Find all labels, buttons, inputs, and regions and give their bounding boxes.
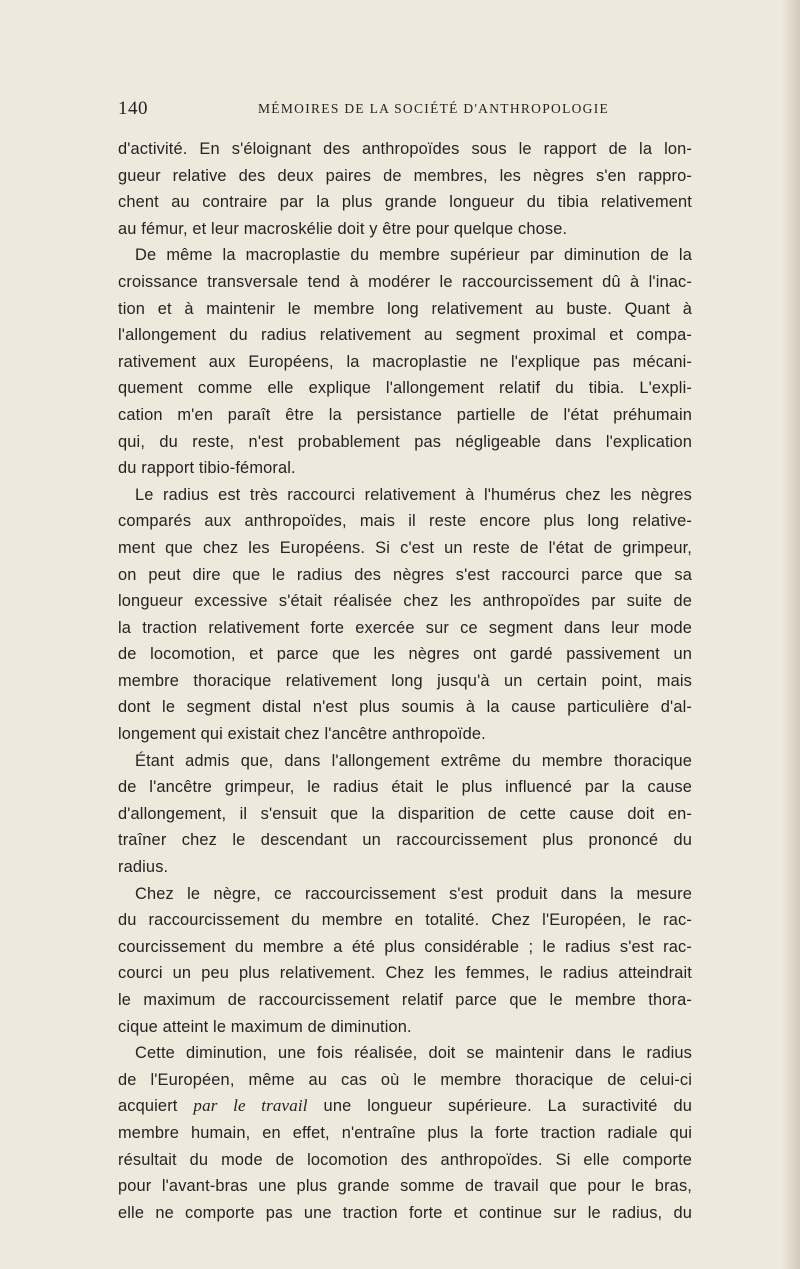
body-text xyxy=(118,136,692,1226)
text-line: dont le segment distal n'est plus soumis à la cause particulière d'al- xyxy=(118,698,692,717)
text-line: longement qui existait chez l'ancêtre anthropoïde. xyxy=(118,725,486,744)
text-line: résultait du mode de locomotion des anthropoïdes. Si elle comporte xyxy=(118,1150,692,1169)
text-line: l'allongement du radius relativement au segment proximal et compa- xyxy=(118,326,692,345)
text-line: du rapport tibio-fémoral. xyxy=(118,459,296,478)
text-line: de l'ancêtre grimpeur, le radius était le plus influencé par la cause xyxy=(118,778,692,797)
text-line: tion et à maintenir le membre long relativement au buste. Quant à xyxy=(118,299,692,318)
text-fragment: acquiert xyxy=(118,1097,178,1116)
text-line: membre humain, en effet, n'entraîne plus la forte traction radiale qui xyxy=(118,1123,692,1142)
text-line: au fémur, et leur macroskélie doit y être pour quelque chose. xyxy=(118,219,568,238)
running-title: MÉMOIRES DE LA SOCIÉTÉ D'ANTHROPOLOGIE xyxy=(258,101,610,116)
text-fragment: une longueur supérieure. La suractivité du xyxy=(323,1097,692,1116)
text-line: cation m'en paraît être la persistance partielle de l'état préhumain xyxy=(118,405,692,424)
text-line: traîner chez le descendant un raccourcissement plus prononcé du xyxy=(118,831,692,850)
text-line: ment que chez les Européens. Si c'est un reste de l'état de grimpeur, xyxy=(118,538,692,557)
text-line: quement comme elle explique l'allongement relatif du tibia. L'expli- xyxy=(118,379,692,398)
text-line: courcissement du membre a été plus considérable ; le radius s'est rac- xyxy=(118,937,692,956)
text-line: du raccourcissement du membre en totalité. Chez l'Européen, le rac- xyxy=(118,911,692,930)
text-line: la traction relativement forte exercée sur ce segment dans leur mode xyxy=(118,618,692,637)
text-line: Le radius est très raccourci relativement à l'humérus chez les nègres xyxy=(135,485,692,504)
text-line: pour l'avant-bras une plus grande somme de travail que pour le bras, xyxy=(118,1177,692,1196)
text-line: rativement aux Européens, la macroplastie ne l'explique pas mécani- xyxy=(118,352,692,371)
page-header xyxy=(118,98,692,122)
text-line: Cette diminution, une fois réalisée, doit se maintenir dans le radius xyxy=(135,1044,692,1063)
text-line: de locomotion, et parce que les nègres ont gardé passivement un xyxy=(118,645,692,664)
text-line-with-italic xyxy=(118,1093,692,1120)
text-line: d'allongement, il s'ensuit que la disparition de cette cause doit en- xyxy=(118,804,692,823)
text-line: de l'Européen, même au cas où le membre thoracique de celui-ci xyxy=(118,1070,692,1089)
italic-phrase: par le travail xyxy=(193,1096,308,1116)
text-line: elle ne comporte pas une traction forte et continue sur le radius, du xyxy=(118,1203,692,1222)
text-line: le maximum de raccourcissement relatif parce que le membre thora- xyxy=(118,991,692,1009)
text-line: De même la macroplastie du membre supérieur par diminution de la xyxy=(135,246,692,265)
text-line: cique atteint le maximum de diminution. xyxy=(118,1017,412,1036)
text-line: membre thoracique relativement long jusqu'à un certain point, mais xyxy=(118,671,692,690)
text-line: d'activité. En s'éloignant des anthropoïdes sous le rapport de la lon- xyxy=(118,140,692,158)
page-edge-shadow xyxy=(782,0,800,1269)
text-line: Étant admis que, dans l'allongement extrême du membre thoracique xyxy=(135,751,692,770)
text-line: Chez le nègre, ce raccourcissement s'est produit dans la mesure xyxy=(135,884,692,903)
text-line: qui, du reste, n'est probablement pas négligeable dans l'explication xyxy=(118,432,692,451)
text-line: chent au contraire par la plus grande longueur du tibia relativement xyxy=(118,193,692,212)
text-line: croissance transversale tend à modérer le raccourcissement dû à l'inac- xyxy=(118,272,692,291)
text-line: radius. xyxy=(118,858,169,877)
text-line: comparés aux anthropoïdes, mais il reste encore plus long relative- xyxy=(118,512,692,531)
text-line: courci un peu plus relativement. Chez les femmes, le radius atteindrait xyxy=(118,964,692,983)
text-line: gueur relative des deux paires de membres, les nègres s'en rappro- xyxy=(118,166,692,185)
page-number: 140 xyxy=(118,98,148,119)
text-line: on peut dire que le radius des nègres s'est raccourci parce que sa xyxy=(118,565,692,584)
text-line: longueur excessive s'était réalisée chez les anthropoïdes par suite de xyxy=(118,592,692,611)
